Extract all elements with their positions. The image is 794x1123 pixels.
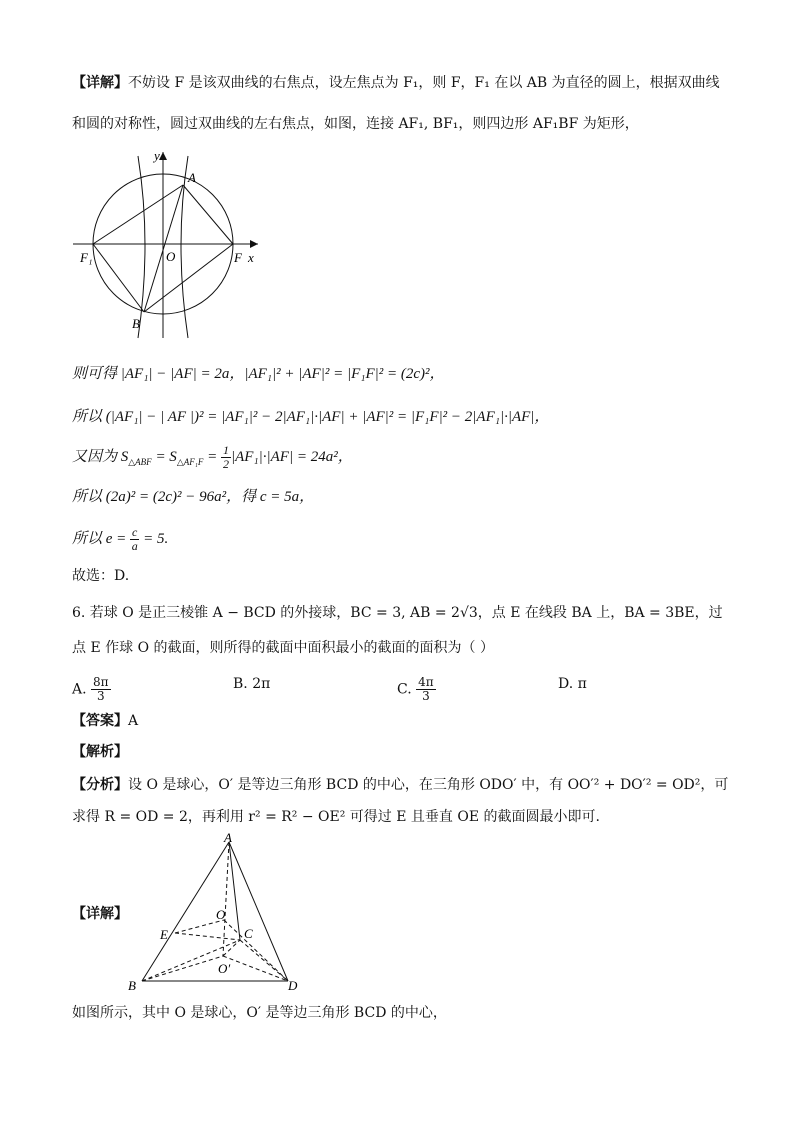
- option-c-den: 3: [422, 689, 430, 703]
- option-c-label: C.: [397, 681, 412, 698]
- option-a-den: 3: [96, 689, 105, 703]
- tetrahedron-figure: [120, 832, 310, 997]
- equation-4: 所以 (2a)² = (2c)² − 96a²，得 c = 5a，: [72, 489, 315, 505]
- detail-text-2: 和圆的对称性，圆过双曲线的左右焦点，如图，连接 AF₁, BF₁，则四边形 AF₁BF 为矩形，: [72, 116, 639, 132]
- detail-line-2: [72, 114, 639, 134]
- label-B: B: [132, 316, 140, 331]
- option-d-text: π: [577, 676, 587, 692]
- eq5-part-a: 所以 e =: [72, 530, 131, 547]
- eq3-frac-num: 1: [222, 443, 229, 457]
- answer-value: A: [128, 713, 139, 729]
- option-c: [397, 676, 436, 703]
- eq5-fraction: [130, 526, 139, 553]
- label-O2: O: [216, 907, 226, 922]
- q6-line-2: 点 E 作球 O 的截面，则所得的截面中面积最小的截面的面积为（ ）: [72, 640, 494, 656]
- label-D2: D: [288, 978, 298, 993]
- equation-3: [72, 444, 353, 472]
- answer-line: [72, 711, 138, 731]
- option-a-label: A.: [72, 681, 87, 698]
- answer-tag: 【答案】: [72, 713, 128, 729]
- label-O-prime: O′: [218, 961, 231, 976]
- option-a-fraction: [91, 676, 111, 703]
- last-line: 如图所示，其中 O 是球心，O′ 是等边三角形 BCD 的中心，: [72, 1005, 447, 1021]
- equation-5: [72, 526, 168, 553]
- label-O: O: [166, 249, 176, 264]
- detail-line-1: [72, 73, 720, 93]
- option-b: [233, 676, 270, 692]
- fenxi-text-1: 设 O 是球心，O′ 是等边三角形 BCD 的中心，在三角形 ODO′ 中，有 OO′² + DO′² = OD²，可: [128, 777, 729, 793]
- analysis-tag: 【解析】: [72, 744, 128, 760]
- eq3-sub2: △AF₁F: [176, 456, 204, 467]
- label-x: x: [248, 250, 254, 265]
- option-c-fraction: [416, 676, 436, 703]
- option-a: [72, 676, 111, 703]
- eq3-part-c: =: [203, 448, 221, 465]
- eq3-part-a: 又因为 S: [72, 448, 129, 465]
- label-C2: C: [244, 926, 253, 941]
- eq3-part-d: |AF₁|·|AF| = 24a²，: [230, 448, 353, 465]
- option-b-label: B.: [233, 676, 248, 692]
- label-A: A: [188, 170, 196, 185]
- option-d-label: D.: [558, 676, 574, 692]
- label-y: y: [154, 148, 160, 163]
- option-d: [558, 676, 587, 692]
- detail-tag: 【详解】: [72, 75, 128, 91]
- eq3-fraction: [221, 444, 231, 471]
- fenxi-line-1: [72, 775, 728, 795]
- detail-text-1: 不妨设 F 是该双曲线的右焦点，设左焦点为 F₁，则 F，F₁ 在以 AB 为直径的圆上，根据双曲线: [128, 75, 720, 91]
- option-a-num: 8π: [93, 675, 109, 689]
- fenxi-line-2: 求得 R = OD = 2，再利用 r² = R² − OE² 可得过 E 且垂直 OE 的截面圆最小即可.: [72, 809, 600, 825]
- eq3-part-b: = S: [151, 448, 177, 465]
- option-b-text: 2π: [252, 676, 271, 692]
- label-E2: E: [160, 927, 168, 942]
- fenxi-tag: 【分析】: [72, 777, 128, 793]
- detail2-tag: 【详解】: [72, 906, 128, 922]
- q6-line-1: 6. 若球 O 是正三棱锥 A − BCD 的外接球，BC = 3, AB = 2√3，点 E 在线段 BA 上，BA = 3BE，过: [72, 605, 723, 621]
- label-F: F: [234, 250, 242, 265]
- eq5-frac-den: a: [131, 539, 138, 553]
- answer-choice-line: 故选：D.: [72, 568, 130, 584]
- eq5-part-b: = 5.: [139, 530, 169, 547]
- label-F1: F₁: [80, 250, 93, 265]
- label-A2: A: [224, 832, 232, 845]
- eq5-frac-num: c: [132, 525, 138, 539]
- option-c-num: 4π: [418, 675, 434, 689]
- eq3-frac-den: 2: [222, 457, 229, 471]
- equation-2: 所以 (|AF₁| − | AF |)² = |AF₁|² − 2|AF₁|·|AF| + |AF|² = |F₁F|² − 2|AF₁|·|AF|，: [72, 409, 550, 425]
- label-B2: B: [128, 978, 136, 993]
- eq3-sub1: △ABF: [128, 456, 152, 467]
- equation-1: 则可得 |AF₁| − |AF| = 2a，|AF₁|² + |AF|² = |F₁F|² = (2c)²，: [72, 366, 445, 382]
- hyperbola-circle-figure: [68, 148, 268, 348]
